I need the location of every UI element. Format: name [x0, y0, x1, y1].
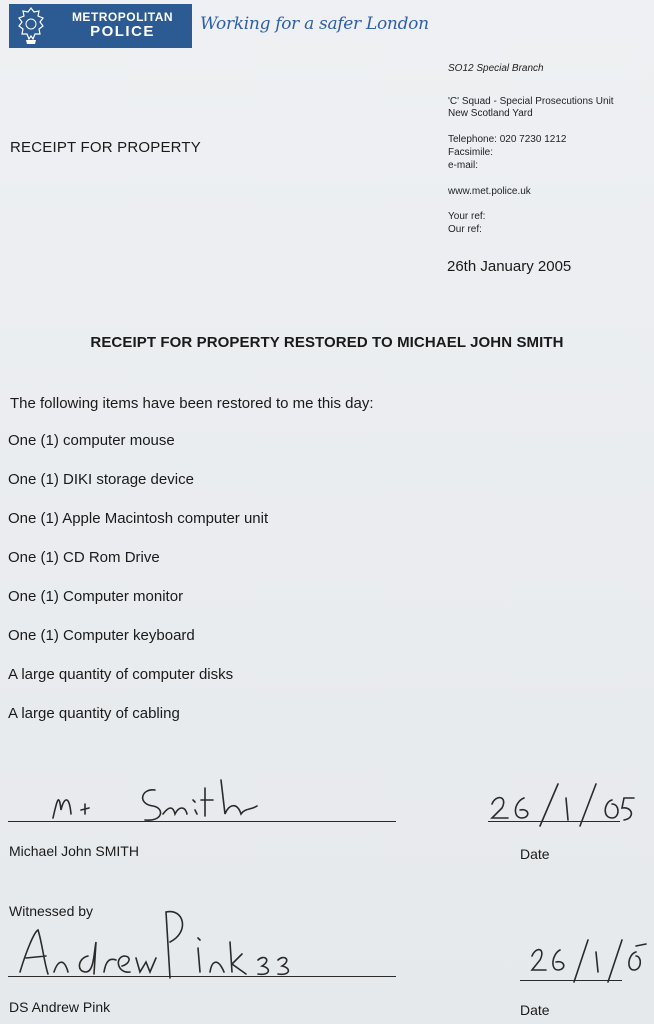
witness-signature	[14, 902, 304, 987]
items-list	[8, 431, 268, 743]
address-facsimile: Facsimile:	[448, 147, 494, 158]
list-item: One (1) CD Rom Drive	[8, 549, 160, 566]
logo-text-metropolitan: METROPOLITAN	[71, 10, 174, 25]
list-item: One (1) DIKI storage device	[8, 471, 194, 488]
address-website: www.met.police.uk	[448, 186, 531, 197]
address-branch: SO12 Special Branch	[448, 63, 544, 74]
crest-icon	[9, 4, 53, 48]
met-police-logo	[9, 4, 192, 48]
signer-date-label: Date	[520, 846, 550, 862]
witnessed-by-label: Witnessed by	[9, 903, 94, 919]
address-telephone: Telephone: 020 7230 1212	[448, 134, 567, 145]
list-item: One (1) computer mouse	[8, 432, 175, 449]
document-date: 26th January 2005	[447, 258, 572, 275]
witness-name: DS Andrew Pink	[9, 999, 111, 1015]
address-our-ref: Our ref:	[448, 224, 482, 235]
address-your-ref: Your ref:	[448, 211, 486, 222]
signer-name: Michael John SMITH	[9, 843, 139, 859]
witness-date-label: Date	[520, 1002, 550, 1018]
address-email: e-mail:	[448, 160, 479, 171]
address-squad: 'C' Squad - Special Prosecutions Unit	[448, 96, 614, 107]
witness-signature-line	[8, 976, 396, 977]
intro-text: The following items have been restored to me this day:	[10, 395, 374, 412]
signer-handwritten-date	[488, 780, 638, 835]
witness-handwritten-date	[528, 936, 648, 991]
witness-date-line	[520, 980, 622, 981]
list-item: One (1) Computer monitor	[8, 588, 184, 605]
receipt-header: RECEIPT FOR PROPERTY	[10, 139, 201, 156]
signer-signature	[45, 770, 285, 835]
logo-text-police: POLICE	[90, 23, 155, 41]
document-title: RECEIPT FOR PROPERTY RESTORED TO MICHAEL JOHN SMITH	[90, 334, 564, 351]
list-item: A large quantity of computer disks	[8, 666, 234, 683]
signer-date-line	[488, 821, 620, 822]
address-location: New Scotland Yard	[448, 108, 533, 119]
slogan: Working for a safer London	[200, 14, 429, 34]
list-item: A large quantity of cabling	[8, 705, 180, 722]
list-item: One (1) Computer keyboard	[8, 627, 195, 644]
list-item: One (1) Apple Macintosh computer unit	[8, 510, 269, 527]
signer-signature-line	[8, 821, 396, 822]
